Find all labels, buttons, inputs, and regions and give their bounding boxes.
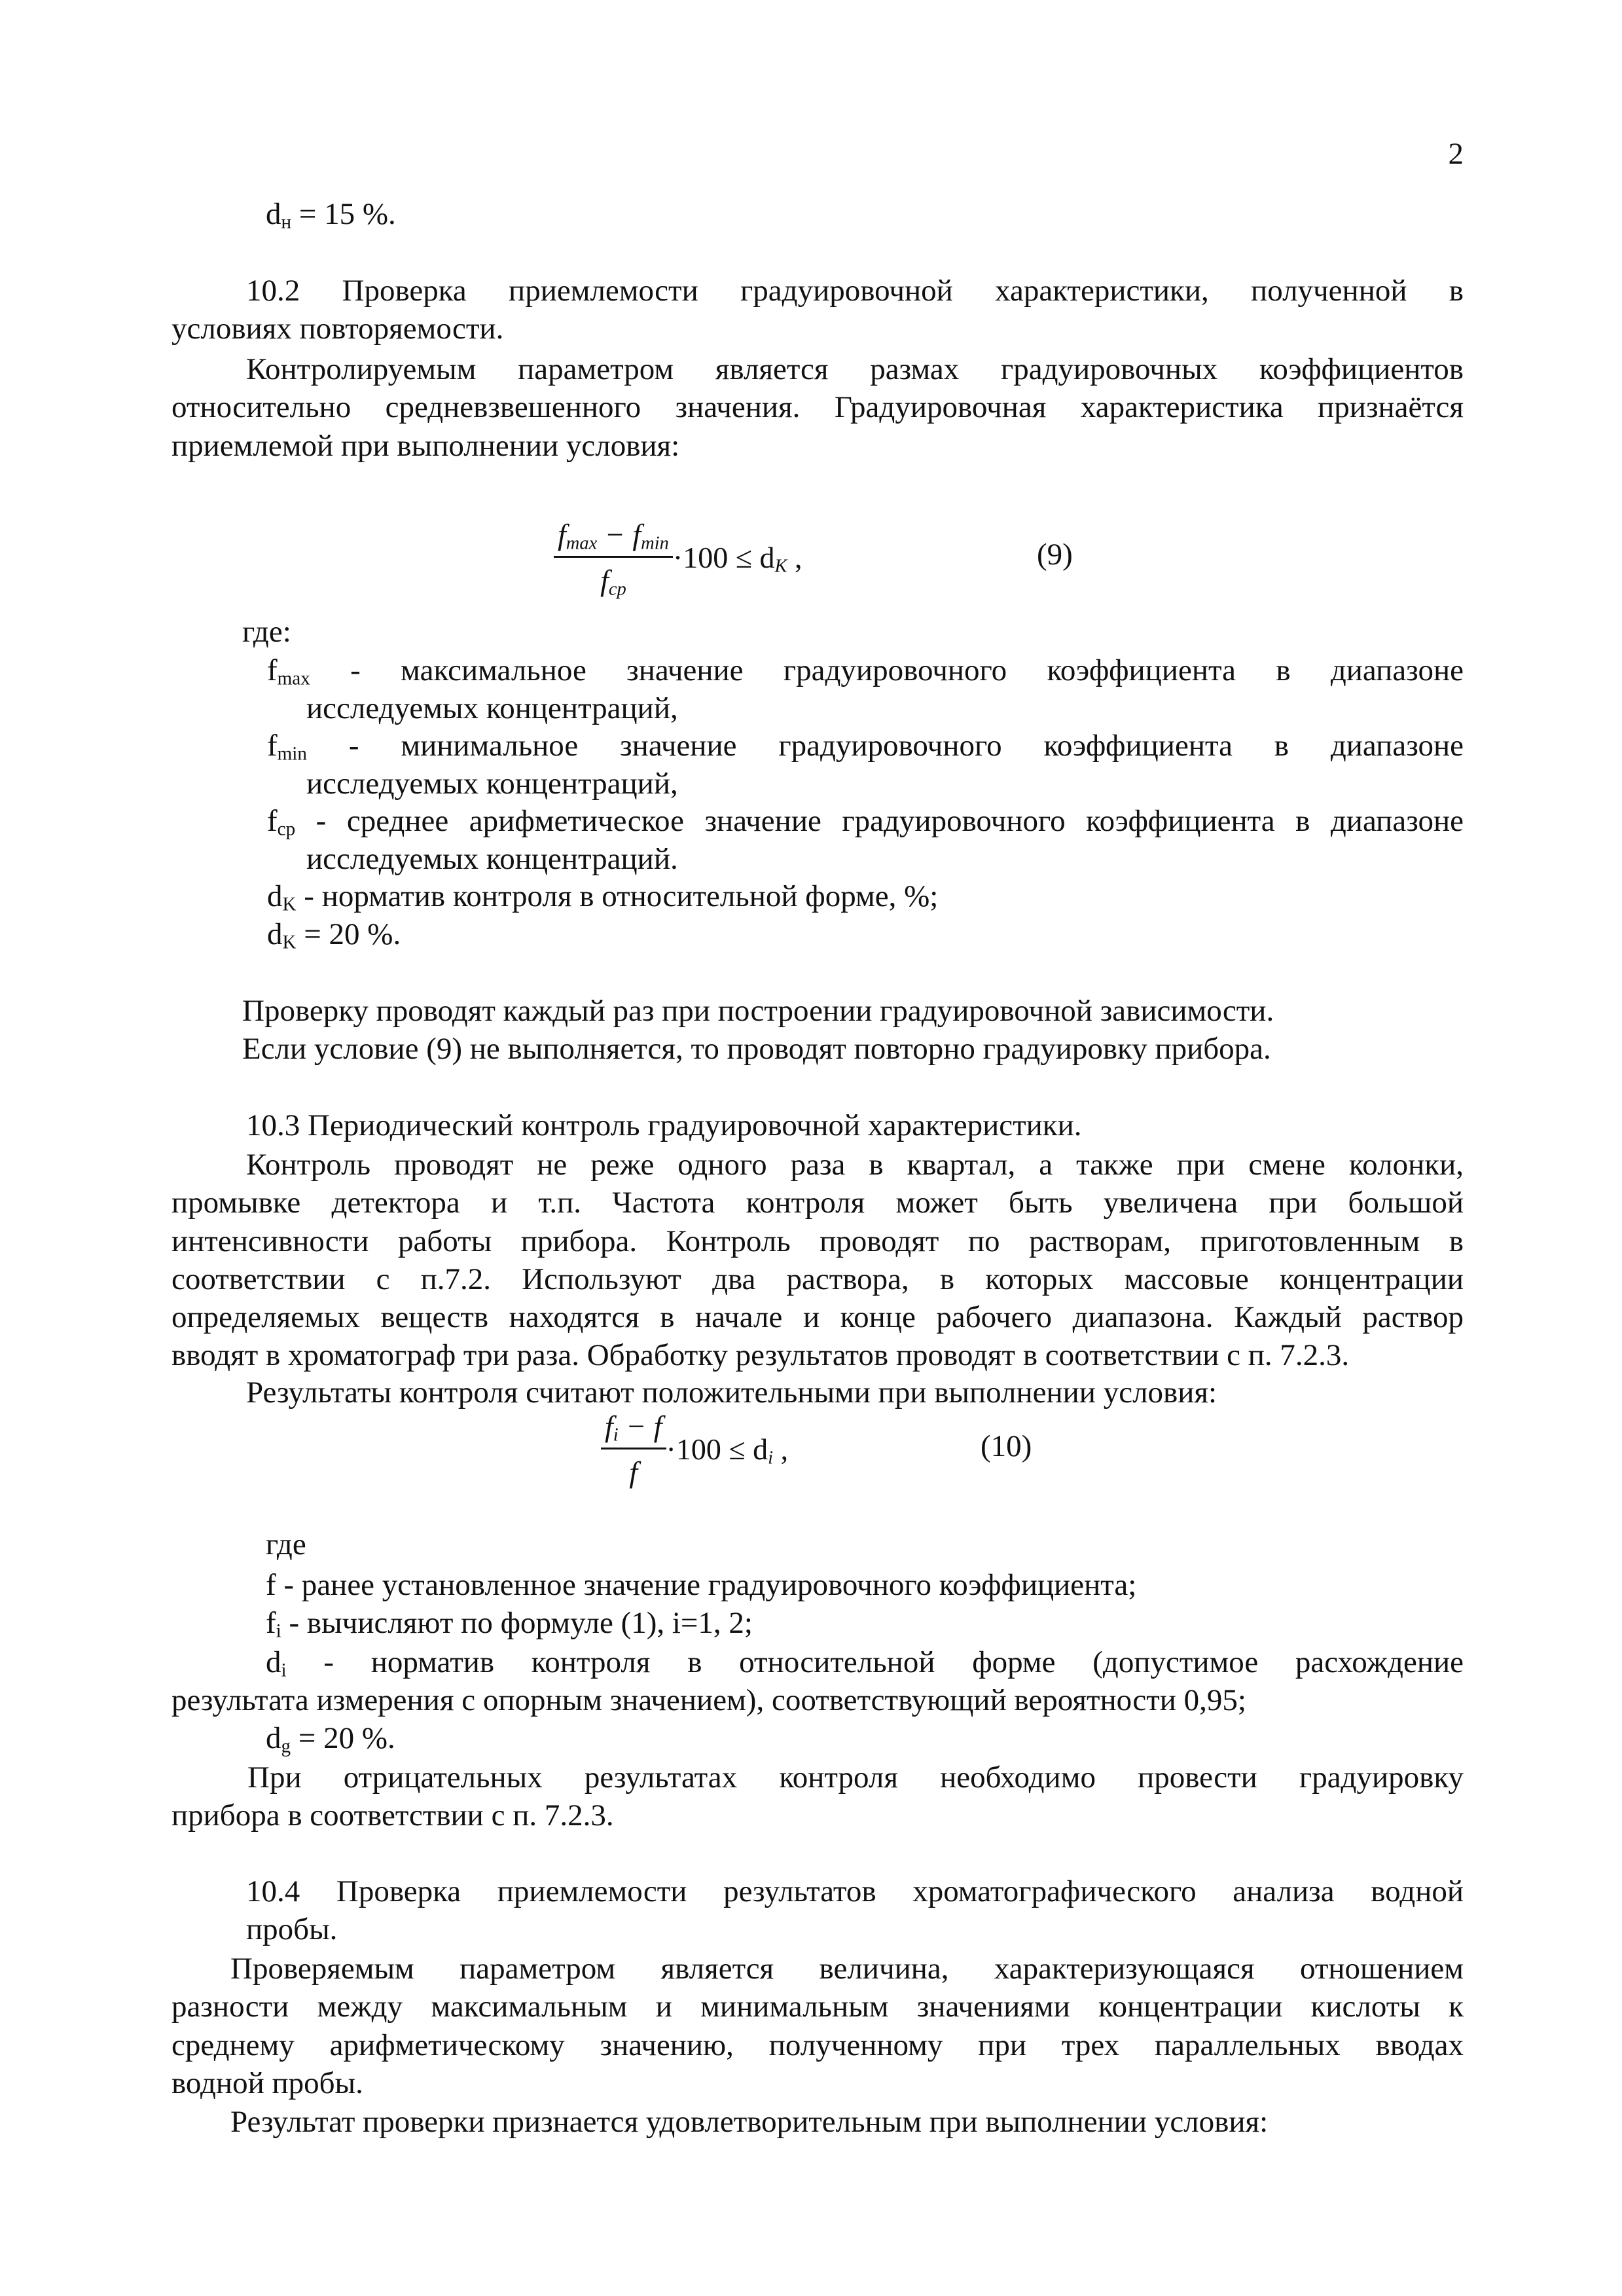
fmax-text: - максимальное значение градуировочного коэффициента в диапазоне: [310, 653, 1464, 687]
negative-result-paragraph: [171, 1758, 1464, 1835]
fcp-subscript: ср: [277, 818, 296, 840]
fmax-subscript: max: [277, 668, 310, 689]
section-10-3-heading: 10.3 Периодический контроль градуировочной характеристики.: [246, 1108, 1082, 1142]
fcp-text: - среднее арифметическое значение градуировочного коэффициента в диапазоне: [295, 804, 1464, 838]
formula-10-fraction: [601, 1408, 666, 1491]
formula-10-denominator: f: [629, 1455, 638, 1489]
formula-9-numerator: $f_{max} - f_{min}$: [554, 516, 673, 558]
section-10-4-para-line3: среднему арифметическому значению, полученному при трех параллельных вводах: [171, 2028, 1464, 2062]
section-10-2-para-line1: Контролируемым параметром является размах градуировочных коэффициентов: [246, 352, 1464, 386]
fcp-symbol: f: [267, 804, 278, 838]
result-line: Результат проверки признается удовлетворительным при выполнении условия:: [230, 2105, 1269, 2139]
section-10-3-para-line6: вводят в хроматограф три раза. Обработку результатов проводят в соответствии с п. 7.2.3.: [171, 1338, 1350, 1373]
section-10-3-para-line3: интенсивности работы прибора. Контроль проводят по растворам, приготовленным в: [171, 1224, 1464, 1258]
section-10-2-para-line3: приемлемой при выполнении условия:: [171, 428, 680, 463]
results-intro: Результаты контроля считают положительными при выполнении условия:: [246, 1376, 1217, 1410]
formula-9-number: (9): [1037, 538, 1073, 572]
section-10-2-paragraph: [171, 350, 1464, 465]
page-number: 2: [1448, 137, 1464, 171]
fmin-text-cont: исследуемых концентраций,: [306, 767, 678, 801]
fcp-text-cont: исследуемых концентраций.: [306, 842, 678, 877]
fmin-symbol: f: [267, 729, 278, 763]
where-label-2: где: [266, 1527, 306, 1561]
definition-di-line2: результата измерения с опорным значением), соответствующий вероятности 0,95;: [171, 1683, 1246, 1718]
section-10-4-heading-line2: пробы.: [246, 1912, 338, 1947]
negative-line1: При отрицательных результатах контроля необходимо провести градуировку: [247, 1760, 1464, 1795]
fmax-symbol: f: [267, 653, 278, 687]
definition-fmin: [267, 727, 1464, 803]
check-line-1: Проверку проводят каждый раз при построении градуировочной зависимости.: [242, 994, 1274, 1028]
fmin-subscript: min: [277, 743, 307, 765]
formula-9: [554, 516, 802, 599]
where-label-1: где:: [242, 615, 291, 649]
section-10-3-para-line4: соответствии с п.7.2. Используют два раствора, в которых массовые концентрации: [171, 1262, 1464, 1296]
definition-fmax: [267, 651, 1464, 728]
fmax-text-cont: исследуемых концентраций,: [306, 691, 678, 726]
formula-9-denominator: $f_{ср}$: [600, 564, 626, 600]
check-line-2: Если условие (9) не выполняется, то проводят повторно градуировку прибора.: [242, 1032, 1271, 1066]
section-10-2-para-line2: относительно средневзвешенного значения. Градуировочная характеристика признаётся: [171, 390, 1464, 425]
dn-symbol: d: [266, 197, 281, 231]
dk-value: $d_K = 20$ %.: [267, 917, 401, 953]
section-10-4-heading-line1: 10.4 Проверка приемлемости результатов хроматографического анализа водной: [246, 1874, 1464, 1908]
definition-fcp: [267, 802, 1464, 879]
definition-f: f - ранее установленное значение градуировочного коэффициента;: [266, 1568, 1137, 1602]
dg-value: $d_g = 20$ %.: [266, 1721, 395, 1757]
dn-line: [266, 195, 396, 233]
dn-value: = 15 %.: [291, 197, 396, 231]
negative-line2: прибора в соответствии с п. 7.2.3.: [171, 1798, 614, 1833]
section-10-2-heading: [171, 272, 1464, 348]
formula-10-number: (10): [981, 1429, 1032, 1463]
section-10-2-heading-line1: 10.2 Проверка приемлемости градуировочной характеристики, полученной в: [246, 274, 1464, 308]
formula-10: [601, 1408, 788, 1491]
section-10-4-para-line4: водной пробы.: [171, 2066, 363, 2100]
definition-fi: $f_i$ - вычисляют по формуле (1), i=1, 2;: [266, 1606, 753, 1642]
dn-subscript: н: [281, 211, 292, 233]
section-10-4-para-line2: разности между максимальным и минимальным значениями концентрации кислоты к: [171, 1990, 1464, 2024]
formula-9-fraction: [554, 516, 673, 599]
section-10-3-para-line1: Контроль проводят не реже одного раза в квартал, а также при смене колонки,: [246, 1148, 1464, 1182]
section-10-2-heading-line2: условиях повторяемости.: [171, 312, 504, 346]
definition-dk: $d_K$ - норматив контроля в относительной форме, %;: [267, 879, 939, 915]
section-10-4-paragraph: [171, 1950, 1464, 2102]
section-10-3-paragraph: [171, 1146, 1464, 1375]
section-10-4-heading: [246, 1872, 1464, 1949]
formula-10-rest: $\cdot 100 \le d_i$ ,: [666, 1432, 789, 1468]
section-10-3-para-line2: промывке детектора и т.п. Частота контроля может быть увеличена при большой: [171, 1186, 1464, 1220]
fmin-text: - минимальное значение градуировочного коэффициента в диапазоне: [306, 729, 1464, 763]
definition-di: $d_i$ - норматив контроля в относительной форме (допустимое расхождение результата измерения с опорным значением), соответствующий вероятности 0,95;: [171, 1643, 1464, 1720]
section-10-3-para-line5: определяемых веществ находятся в начале и конце рабочего диапазона. Каждый раствор: [171, 1300, 1464, 1335]
formula-9-rest: $\cdot 100 \le d_K$ ,: [672, 541, 802, 577]
section-10-4-para-line1: Проверяемым параметром является величина, характеризующаяся отношением: [230, 1952, 1464, 1986]
formula-10-numerator: $f_i - f$: [601, 1408, 666, 1449]
